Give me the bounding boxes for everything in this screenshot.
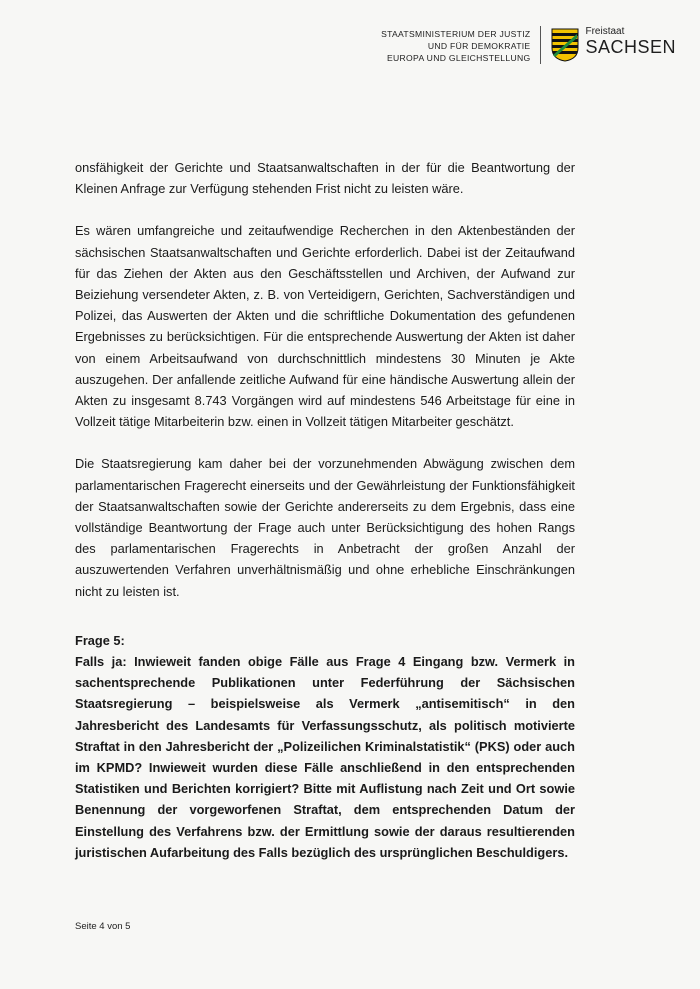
paragraph-3: Die Staatsregierung kam daher bei der vorzunehmenden Abwägung zwischen dem parlamentarischen Fragerecht einerseits und der Gewährleistung der Funktionsfähigkeit der Staatsanwaltschaften sowie der Gerichte andererseits zu dem Ergebnis, dass eine vollständige Beantwortung der Frage auch unter Berücksichtigung des hohen Rangs des parlamentarischen Fragerechts in Anbetracht der großen Anzahl der auszuwertenden Verfahren unverhältnismäßig und ohne erhebliche Einschränkungen nicht zu leisten ist. [75,456,575,599]
letterhead [381,26,676,66]
paragraph-1: onsfähigkeit der Gerichte und Staatsanwaltschaften in der für die Beantwortung der Kleinen Anfrage zur Verfügung stehenden Frist nicht zu leisten wäre. [75,160,575,197]
letterhead-divider [540,26,541,64]
ministry-line-1: STAATSMINISTERIUM DER JUSTIZ [381,29,531,39]
page-number: Seite 4 von 5 [75,921,131,932]
paragraph-2: Es wären umfangreiche und zeitaufwendige Recherchen in den Aktenbeständen der sächsischen Staatsanwaltschaften und Gerichte erforderlich. Dabei ist der Zeitaufwand für das Ziehen der Akten aus den Geschäftsstellen und Archiven, der Aufwand zur Beiziehung versendeter Akten, z. B. von Verteidigern, Gerichten, Sachverständigen und Polizei, das Auswerten der Akten und die schriftliche Dokumentation des gefundenen Ergebnisses zu berücksichtigen. Für die entsprechende Auswertung der Akten ist daher von einem Arbeitsaufwand von durchschnittlich mindestens 30 Minuten je Akte auszugehen. Der anfallende zeitliche Aufwand für eine händische Auswertung allein der Akten zu insgesamt 8.743 Vorgängen wird auf mindestens 546 Arbeitstage für eine in Vollzeit tätige Mitarbeiterin bzw. einen in Vollzeit tätigen Mitarbeiter geschätzt. [75,223,575,430]
question-title: Frage 5: [75,632,125,648]
ministry-line-2: UND FÜR DEMOKRATIE [427,41,531,51]
document-body [75,157,575,863]
coat-of-arms-icon [551,28,579,62]
question-text: Falls ja: Inwieweit fanden obige Fälle aus Frage 4 Eingang bzw. Vermerk in sachentsprechende Publikationen unter Federführung der Sächsischen Staatsregierung – beispielsweise als Vermerk „antisemitisch“ in den Jahresbericht des Landesamts für Verfassungsschutz, als politisch motivierte Straftat in den Jahresbericht der „Polizeilichen Kriminalstatistik“ (PKS) oder auch im KPMD? Inwieweit wurden diese Fälle anschließend in den entsprechenden Statistiken und Berichten korrigiert? Bitte mit Auflistung nach Zeit und Ort sowie Benennung der vorgeworfenen Straftat, dem entsprechenden Datum der Einstellung des Verfahrens bzw. der Ermittlung sowie der daraus resultierenden juristischen Aufarbeitung des Falls bezüglich des ursprünglichen Beschuldigers. [75,654,575,860]
state-small-label: Freistaat [585,26,625,37]
ministry-name [381,28,540,64]
ministry-line-3: EUROPA UND GLEICHSTELLUNG [387,53,531,63]
state-name: SACHSEN [585,37,676,57]
state-wordmark [585,26,676,57]
